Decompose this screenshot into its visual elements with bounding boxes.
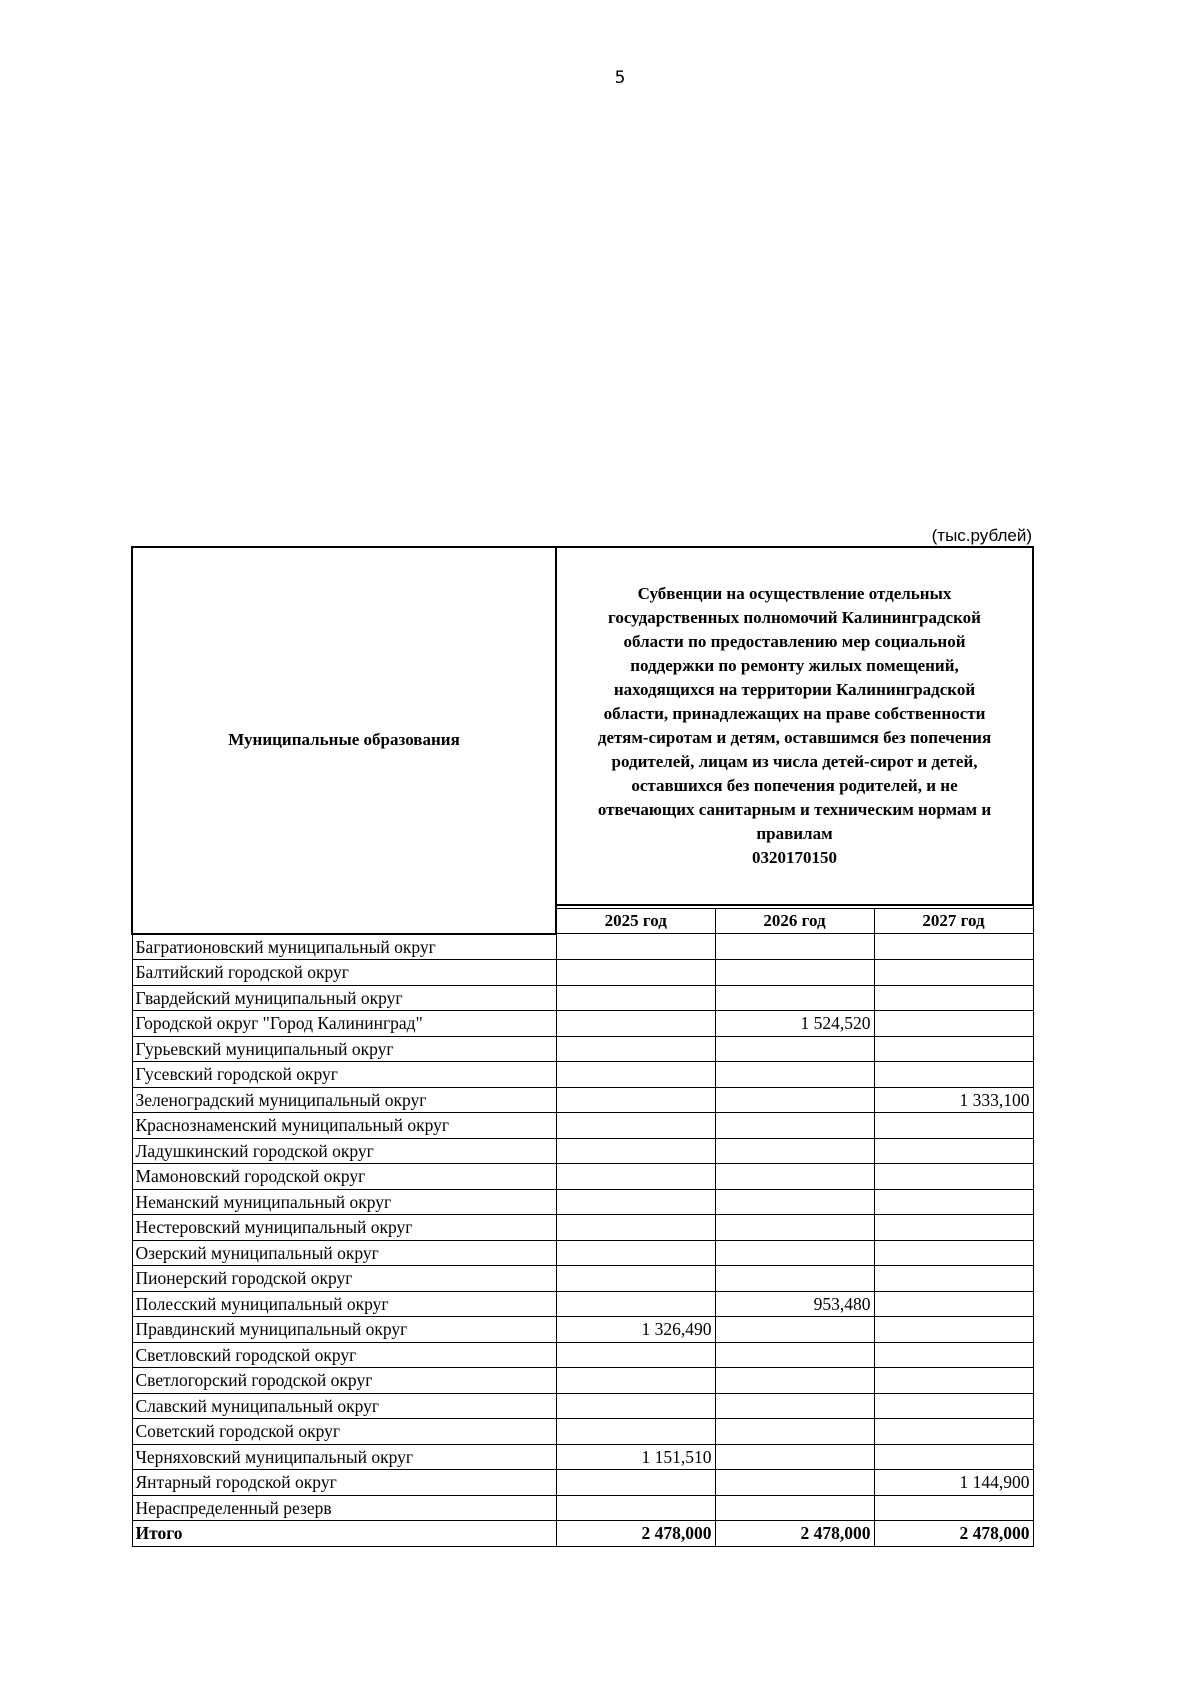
table-row: [132, 1087, 1033, 1113]
value-2026: [715, 1266, 874, 1292]
value-2027: [874, 1215, 1033, 1241]
table-row: [132, 1444, 1033, 1470]
table-row: [132, 934, 1033, 960]
value-2025: [556, 1393, 715, 1419]
header-description-line: области по предоставлению мер социальной: [623, 632, 966, 651]
value-2026: [715, 934, 874, 960]
subvention-table: [131, 546, 1034, 1547]
value-2025: [556, 1215, 715, 1241]
municipality-name: Озерский муниципальный округ: [132, 1240, 556, 1266]
value-2026: [715, 1087, 874, 1113]
value-2027: [874, 1291, 1033, 1317]
header-description-line: государственных полномочий Калининградской: [608, 608, 981, 627]
table-row: [132, 1164, 1033, 1190]
value-2027: [874, 1317, 1033, 1343]
value-2027: [874, 1393, 1033, 1419]
municipality-name: Балтийский городской округ: [132, 960, 556, 986]
value-2026: [715, 1495, 874, 1521]
municipality-name: Черняховский муниципальный округ: [132, 1444, 556, 1470]
total-row: [132, 1521, 1033, 1547]
municipality-name: Славский муниципальный округ: [132, 1393, 556, 1419]
header-description-line: родителей, лицам из числа детей-сирот и детей,: [611, 752, 978, 771]
header-year-2027: 2027 год: [874, 909, 1033, 934]
value-2026: [715, 985, 874, 1011]
value-2026: [715, 1164, 874, 1190]
table-row: [132, 1036, 1033, 1062]
table-row: [132, 1495, 1033, 1521]
table-row: [132, 1240, 1033, 1266]
value-2025: [556, 1342, 715, 1368]
value-2027: [874, 1495, 1033, 1521]
table-row: [132, 1419, 1033, 1445]
table-row: [132, 1113, 1033, 1139]
table-row: [132, 960, 1033, 986]
value-2027: [874, 934, 1033, 960]
value-2026: 1 524,520: [715, 1011, 874, 1037]
value-2025: [556, 1138, 715, 1164]
value-2025: [556, 1368, 715, 1394]
municipality-name: Неманский муниципальный округ: [132, 1189, 556, 1215]
municipality-name: Янтарный городской округ: [132, 1470, 556, 1496]
value-2027: [874, 1342, 1033, 1368]
value-2026: [715, 1368, 874, 1394]
value-2027: [874, 1138, 1033, 1164]
value-2027: [874, 1062, 1033, 1088]
page-number: 5: [614, 68, 626, 88]
municipality-name: Полесский муниципальный округ: [132, 1291, 556, 1317]
header-description-line: отвечающих санитарным и техническим нормам и: [597, 800, 992, 819]
header-description-lines: [563, 582, 1026, 870]
value-2025: [556, 985, 715, 1011]
value-2025: [556, 1291, 715, 1317]
header-municipalities: Муниципальные образования: [132, 547, 556, 934]
table-row: [132, 985, 1033, 1011]
municipality-name: Краснознаменский муниципальный округ: [132, 1113, 556, 1139]
value-2026: [715, 1113, 874, 1139]
municipality-name: Ладушкинский городской округ: [132, 1138, 556, 1164]
value-2027: [874, 1419, 1033, 1445]
header-subvention-description: [556, 547, 1033, 905]
table-row: [132, 1291, 1033, 1317]
table-row: [132, 1062, 1033, 1088]
value-2025: [556, 1419, 715, 1445]
municipality-name: Зеленоградский муниципальный округ: [132, 1087, 556, 1113]
header-description-line: находящихся на территории Калининградской: [613, 680, 976, 699]
header-description-line: оставшихся без попечения родителей, и не: [631, 776, 958, 795]
value-2027: [874, 1444, 1033, 1470]
table-row: [132, 1138, 1033, 1164]
value-2026: [715, 1419, 874, 1445]
header-description-line: Субвенции на осуществление отдельных: [637, 584, 952, 603]
table-row: [132, 1215, 1033, 1241]
municipality-name: Багратионовский муниципальный округ: [132, 934, 556, 960]
table-row: [132, 1342, 1033, 1368]
value-2025: 1 151,510: [556, 1444, 715, 1470]
value-2025: [556, 934, 715, 960]
value-2026: 953,480: [715, 1291, 874, 1317]
value-2025: [556, 1164, 715, 1190]
value-2025: [556, 1087, 715, 1113]
header-year-2025: 2025 год: [556, 909, 715, 934]
value-2026: [715, 1036, 874, 1062]
value-2026: [715, 1317, 874, 1343]
table-row: [132, 1266, 1033, 1292]
table-row: [132, 1470, 1033, 1496]
value-2027: [874, 1189, 1033, 1215]
value-2025: [556, 1495, 715, 1521]
value-2026: [715, 1189, 874, 1215]
municipality-name: Светловский городской округ: [132, 1342, 556, 1368]
value-2027: [874, 1113, 1033, 1139]
value-2027: [874, 1240, 1033, 1266]
municipality-name: Советский городской округ: [132, 1419, 556, 1445]
value-2025: [556, 1266, 715, 1292]
total-2026: 2 478,000: [715, 1521, 874, 1547]
value-2026: [715, 1470, 874, 1496]
value-2025: [556, 1113, 715, 1139]
value-2026: [715, 1444, 874, 1470]
municipality-name: Гвардейский муниципальный округ: [132, 985, 556, 1011]
municipality-name: Нестеровский муниципальный округ: [132, 1215, 556, 1241]
value-2026: [715, 1240, 874, 1266]
total-label: Итого: [132, 1521, 556, 1547]
value-2026: [715, 1062, 874, 1088]
value-2025: [556, 1470, 715, 1496]
value-2025: [556, 1189, 715, 1215]
value-2027: [874, 1036, 1033, 1062]
table-row: [132, 1368, 1033, 1394]
municipality-name: Нераспределенный резерв: [132, 1495, 556, 1521]
value-2026: [715, 1393, 874, 1419]
value-2025: [556, 1011, 715, 1037]
value-2027: [874, 985, 1033, 1011]
total-2027: 2 478,000: [874, 1521, 1033, 1547]
value-2027: [874, 1011, 1033, 1037]
value-2025: [556, 960, 715, 986]
value-2026: [715, 1215, 874, 1241]
table-row: [132, 1011, 1033, 1037]
table-body: [132, 934, 1033, 1547]
table-row: [132, 1189, 1033, 1215]
municipality-name: Правдинский муниципальный округ: [132, 1317, 556, 1343]
header-description-line: поддержки по ремонту жилых помещений,: [630, 656, 959, 675]
header-description-line: правилам: [756, 824, 833, 843]
header-year-2026: 2026 год: [715, 909, 874, 934]
value-2027: 1 333,100: [874, 1087, 1033, 1113]
municipality-name: Мамоновский городской округ: [132, 1164, 556, 1190]
value-2026: [715, 1342, 874, 1368]
municipality-name: Гусевский городской округ: [132, 1062, 556, 1088]
value-2027: [874, 1164, 1033, 1190]
value-2027: 1 144,900: [874, 1470, 1033, 1496]
value-2025: 1 326,490: [556, 1317, 715, 1343]
total-2025: 2 478,000: [556, 1521, 715, 1547]
value-2027: [874, 1368, 1033, 1394]
value-2026: [715, 960, 874, 986]
header-description-line: 0320170150: [752, 848, 837, 867]
municipality-name: Гурьевский муниципальный округ: [132, 1036, 556, 1062]
value-2025: [556, 1036, 715, 1062]
units-label: (тыс.рублей): [931, 526, 1032, 545]
value-2026: [715, 1138, 874, 1164]
value-2025: [556, 1240, 715, 1266]
table-row: [132, 1317, 1033, 1343]
header-description-line: области, принадлежащих на праве собственности: [603, 704, 986, 723]
municipality-name: Пионерский городской округ: [132, 1266, 556, 1292]
table-row: [132, 1393, 1033, 1419]
header-description-line: детям-сиротам и детям, оставшимся без попечения: [597, 728, 992, 747]
value-2027: [874, 960, 1033, 986]
municipality-name: Городской округ "Город Калининград": [132, 1011, 556, 1037]
municipality-name: Светлогорский городской округ: [132, 1368, 556, 1394]
value-2025: [556, 1062, 715, 1088]
value-2027: [874, 1266, 1033, 1292]
